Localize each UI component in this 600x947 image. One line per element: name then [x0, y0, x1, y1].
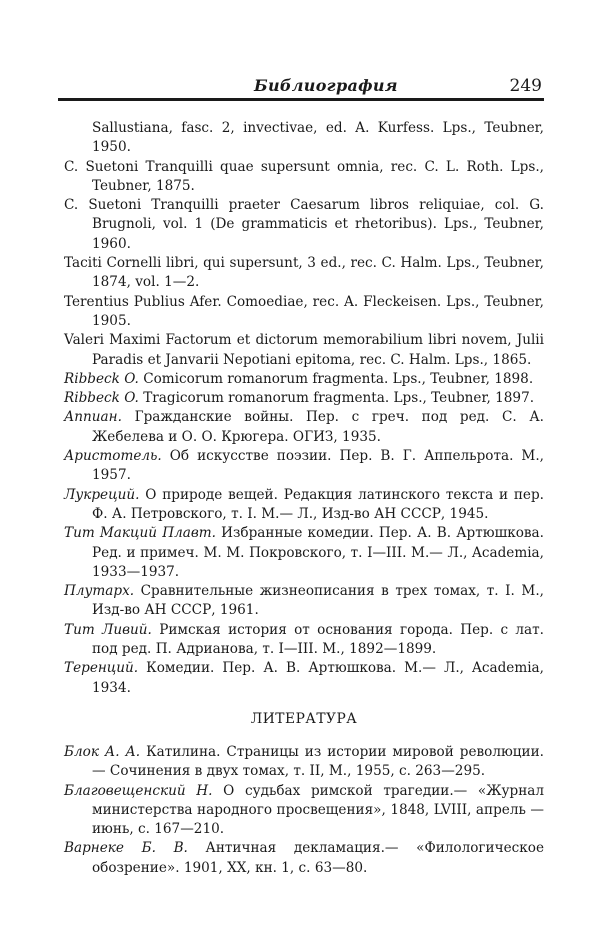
header-title: Библиография: [254, 76, 398, 95]
bib-entry: Ribbeck O. Tragicorum romanorum fragmenta. Lps., Teubner, 1897.: [64, 390, 535, 407]
entry-author: Аристотель.: [64, 448, 162, 465]
bib-entry: Ribbeck O. Comicorum romanorum fragmenta. Lps., Teubner, 1898.: [64, 370, 534, 387]
bib-entry: Благовещенский Н. О судьбах римской трагедии.— «Журнал министерства народного просвещения», 1848, LVIII, апрель — июнь, с. 167—210.: [64, 782, 544, 838]
entry-author: Плутарх.: [64, 583, 135, 600]
entry-author: Ribbeck O.: [64, 390, 139, 407]
entry-author: Аппиан.: [64, 409, 122, 426]
bib-entry: Лукреций. О природе вещей. Редакция латинского текста и пер. Ф. А. Петровского, т. I. М.— Л., Изд-во АН СССР, 1945.: [64, 486, 544, 522]
entry-author: Благовещенский Н.: [64, 782, 213, 799]
entry-author: Варнеке Б. В.: [64, 840, 188, 857]
bib-entry: Sallustiana, fasc. 2, invectivae, ed. A. Kurfess. Lps., Teubner, 1950.: [92, 120, 544, 156]
header-rule: [58, 98, 544, 101]
page-number: 249: [509, 76, 542, 96]
bib-entry: Аппиан. Гражданские войны. Пер. с греч. под ред. С. А. Жебелева и О. О. Крюгера. ОГИЗ, 1935.: [64, 409, 544, 445]
bib-entry: Плутарх. Сравнительные жизнеописания в трех томах, т. I. М., Изд-во АН СССР, 1961.: [64, 583, 544, 619]
bib-entry: Terentius Publius Afer. Comoediae, rec. A. Fleckeisen. Lps., Teubner, 1905.: [64, 293, 544, 329]
section-title: ЛИТЕРАТУРА: [250, 711, 358, 727]
sources-list: [64, 119, 544, 698]
bib-entry: Тит Макций Плавт. Избранные комедии. Пер. А. В. Артюшкова. Ред. и примеч. М. М. Покровского, т. I—III. М.— Л., Academia, 1933—1937.: [64, 525, 544, 580]
bib-entry: Аристотель. Об искусстве поэзии. Пер. В. Г. Аппельрота. М., 1957.: [64, 448, 544, 484]
entry-author: Блок А. А.: [64, 744, 141, 760]
entry-author: Ribbeck O.: [64, 370, 139, 387]
bib-entry: Теренций. Комедии. Пер. А. В. Артюшкова. М.— Л., Academia, 1934.: [64, 660, 544, 696]
running-header: [58, 76, 544, 98]
bib-entry: Варнеке Б. В. Античная декламация.— «Филологическое обозрение». 1901, XX, кн. 1, с. 63—80.: [64, 840, 544, 876]
literature-section: [64, 710, 544, 878]
bib-entry: C. Suetoni Tranquilli quae supersunt omnia, rec. C. L. Roth. Lps., Teubner, 1875.: [64, 158, 544, 194]
entry-author: Теренций.: [64, 660, 139, 677]
bib-entry: Тит Ливий. Римская история от основания города. Пер. с лат. под ред. П. Адрианова, т. I—III. М., 1892—1899.: [64, 621, 544, 658]
entry-author: Лукреций.: [64, 486, 140, 503]
entry-author: Тит Макций Плавт.: [64, 525, 216, 542]
bib-entry: C. Suetoni Tranquilli praeter Caesarum libros reliquiae, col. G. Brugnoli, vol. 1 (De grammaticis et rhetoribus). Lps., Teubner, 1960.: [64, 197, 544, 252]
entry-author: Тит Ливий.: [64, 621, 152, 638]
bib-entry: Taciti Cornelli libri, qui supersunt, 3 ed., rec. C. Halm. Lps., Teubner, 1874, vol. 1—2.: [64, 255, 544, 291]
bib-entry: Valeri Maximi Factorum et dictorum memorabilium libri novem, Julii Paradis et Janvarii Nepotiani epitoma, rec. C. Halm. Lps., 1865.: [64, 332, 544, 368]
bib-entry: Блок А. А. Катилина. Страницы из истории мировой революции.— Сочинения в двух томах, т. II, М., 1955, с. 263—295.: [64, 744, 544, 780]
